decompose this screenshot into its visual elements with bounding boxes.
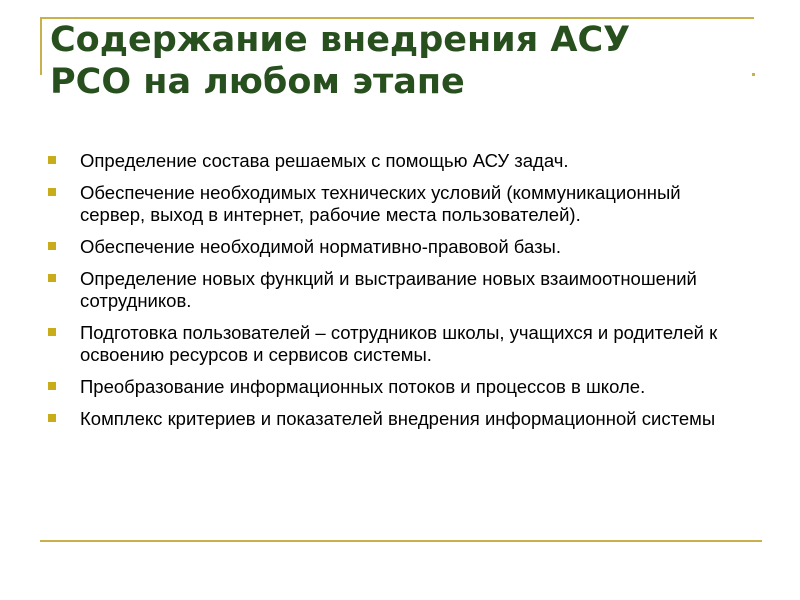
frame-bottom-line bbox=[40, 540, 762, 542]
frame-corner-dot bbox=[752, 73, 755, 76]
square-bullet-icon bbox=[48, 274, 56, 282]
bullet-item bbox=[48, 376, 748, 398]
bullet-item bbox=[48, 268, 748, 312]
square-bullet-icon bbox=[48, 328, 56, 336]
bullet-text: Определение состава решаемых с помощью АСУ задач. bbox=[80, 150, 569, 171]
bullet-list bbox=[48, 150, 748, 440]
square-bullet-icon bbox=[48, 414, 56, 422]
bullet-item bbox=[48, 182, 748, 226]
bullet-text: Комплекс критериев и показателей внедрения информационной системы bbox=[80, 408, 716, 429]
square-bullet-icon bbox=[48, 382, 56, 390]
slide-title bbox=[50, 19, 750, 103]
bullet-item bbox=[48, 236, 748, 258]
frame-left-line bbox=[40, 17, 42, 75]
bullet-text: Обеспечение необходимых технических условий (коммуникационный сервер, выход в интернет, рабочие места пользователей). bbox=[80, 182, 681, 225]
bullet-item bbox=[48, 408, 748, 430]
bullet-text: Обеспечение необходимой нормативно-правовой базы. bbox=[80, 236, 561, 257]
slide-title-line-1: Содержание внедрения АСУ bbox=[50, 20, 631, 60]
square-bullet-icon bbox=[48, 188, 56, 196]
bullet-text: Преобразование информационных потоков и процессов в школе. bbox=[80, 376, 646, 397]
square-bullet-icon bbox=[48, 242, 56, 250]
bullet-item bbox=[48, 150, 748, 172]
bullet-item bbox=[48, 322, 748, 366]
bullet-text: Подготовка пользователей – сотрудников школы, учащихся и родителей к освоению ресурсов и сервисов системы. bbox=[80, 322, 718, 365]
bullet-text: Определение новых функций и выстраивание новых взаимоотношений сотрудников. bbox=[80, 268, 697, 311]
square-bullet-icon bbox=[48, 156, 56, 164]
slide-title-line-2: РСО на любом этапе bbox=[50, 62, 465, 102]
